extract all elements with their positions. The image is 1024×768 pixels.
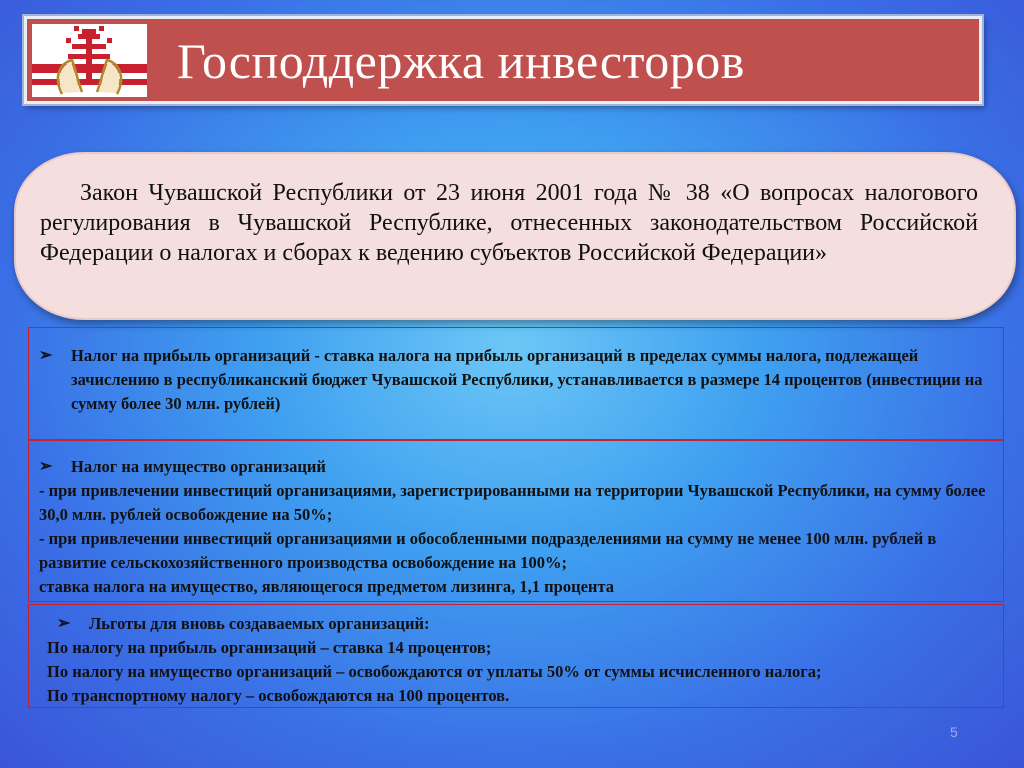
chuvash-emblem-icon <box>32 24 147 97</box>
slide-number: 5 <box>950 724 958 740</box>
new-orgs-line: По налогу на прибыль организаций – ставка 14 процентов; <box>47 638 492 657</box>
property-tax-line: - при привлечении инвестиций организациями и обособленными подразделениями на сумму не менее 100 млн. рублей в развитие сельскохозяйственного производства освобождение на 100%; <box>39 529 937 572</box>
list-item <box>39 455 989 479</box>
arrow-bullet-icon: ➢ <box>39 347 53 364</box>
law-text: Закон Чувашской Республики от 23 июня 2001 года № 38 «О вопросах налогового регулирования в Чувашской Республике, отнесенных законодательством Российской Федерации о налогах и сборах к ведению субъектов Российской Федерации» <box>40 180 978 266</box>
list-item <box>47 612 1002 636</box>
arrow-bullet-icon: ➢ <box>39 458 53 475</box>
new-orgs-line: По налогу на имущество организаций – освобождаются от уплаты 50% от суммы исчисленного налога; <box>47 662 822 681</box>
property-tax-heading: Налог на имущество организаций <box>71 457 326 476</box>
profit-tax-text: Налог на прибыль организаций - ставка налога на прибыль организаций в пределах суммы налога, подлежащей зачислению в республиканский бюджет Чувашской Республики, устанавливается в размере 14 процентов (инвестиции на сумму более 30 млн. рублей) <box>71 346 983 413</box>
property-tax-line: ставка налога на имущество, являющегося предметом лизинга, 1,1 процента <box>39 577 614 596</box>
title-bar <box>24 16 982 104</box>
property-tax-line: - при привлечении инвестиций организациями, зарегистрированными на территории Чувашской Республики, на сумму более 30,0 млн. рублей освобождение на 50%; <box>39 481 986 524</box>
list-item <box>29 344 984 416</box>
page-title: Господдержка инвесторов <box>177 33 745 89</box>
property-tax-card <box>28 440 1004 602</box>
new-orgs-line: По транспортному налогу – освобождаются на 100 процентов. <box>47 686 510 705</box>
profit-tax-card <box>28 327 1004 440</box>
new-orgs-heading: Льготы для вновь создаваемых организаций: <box>89 614 430 633</box>
arrow-bullet-icon: ➢ <box>57 615 71 632</box>
new-orgs-card <box>28 604 1004 708</box>
